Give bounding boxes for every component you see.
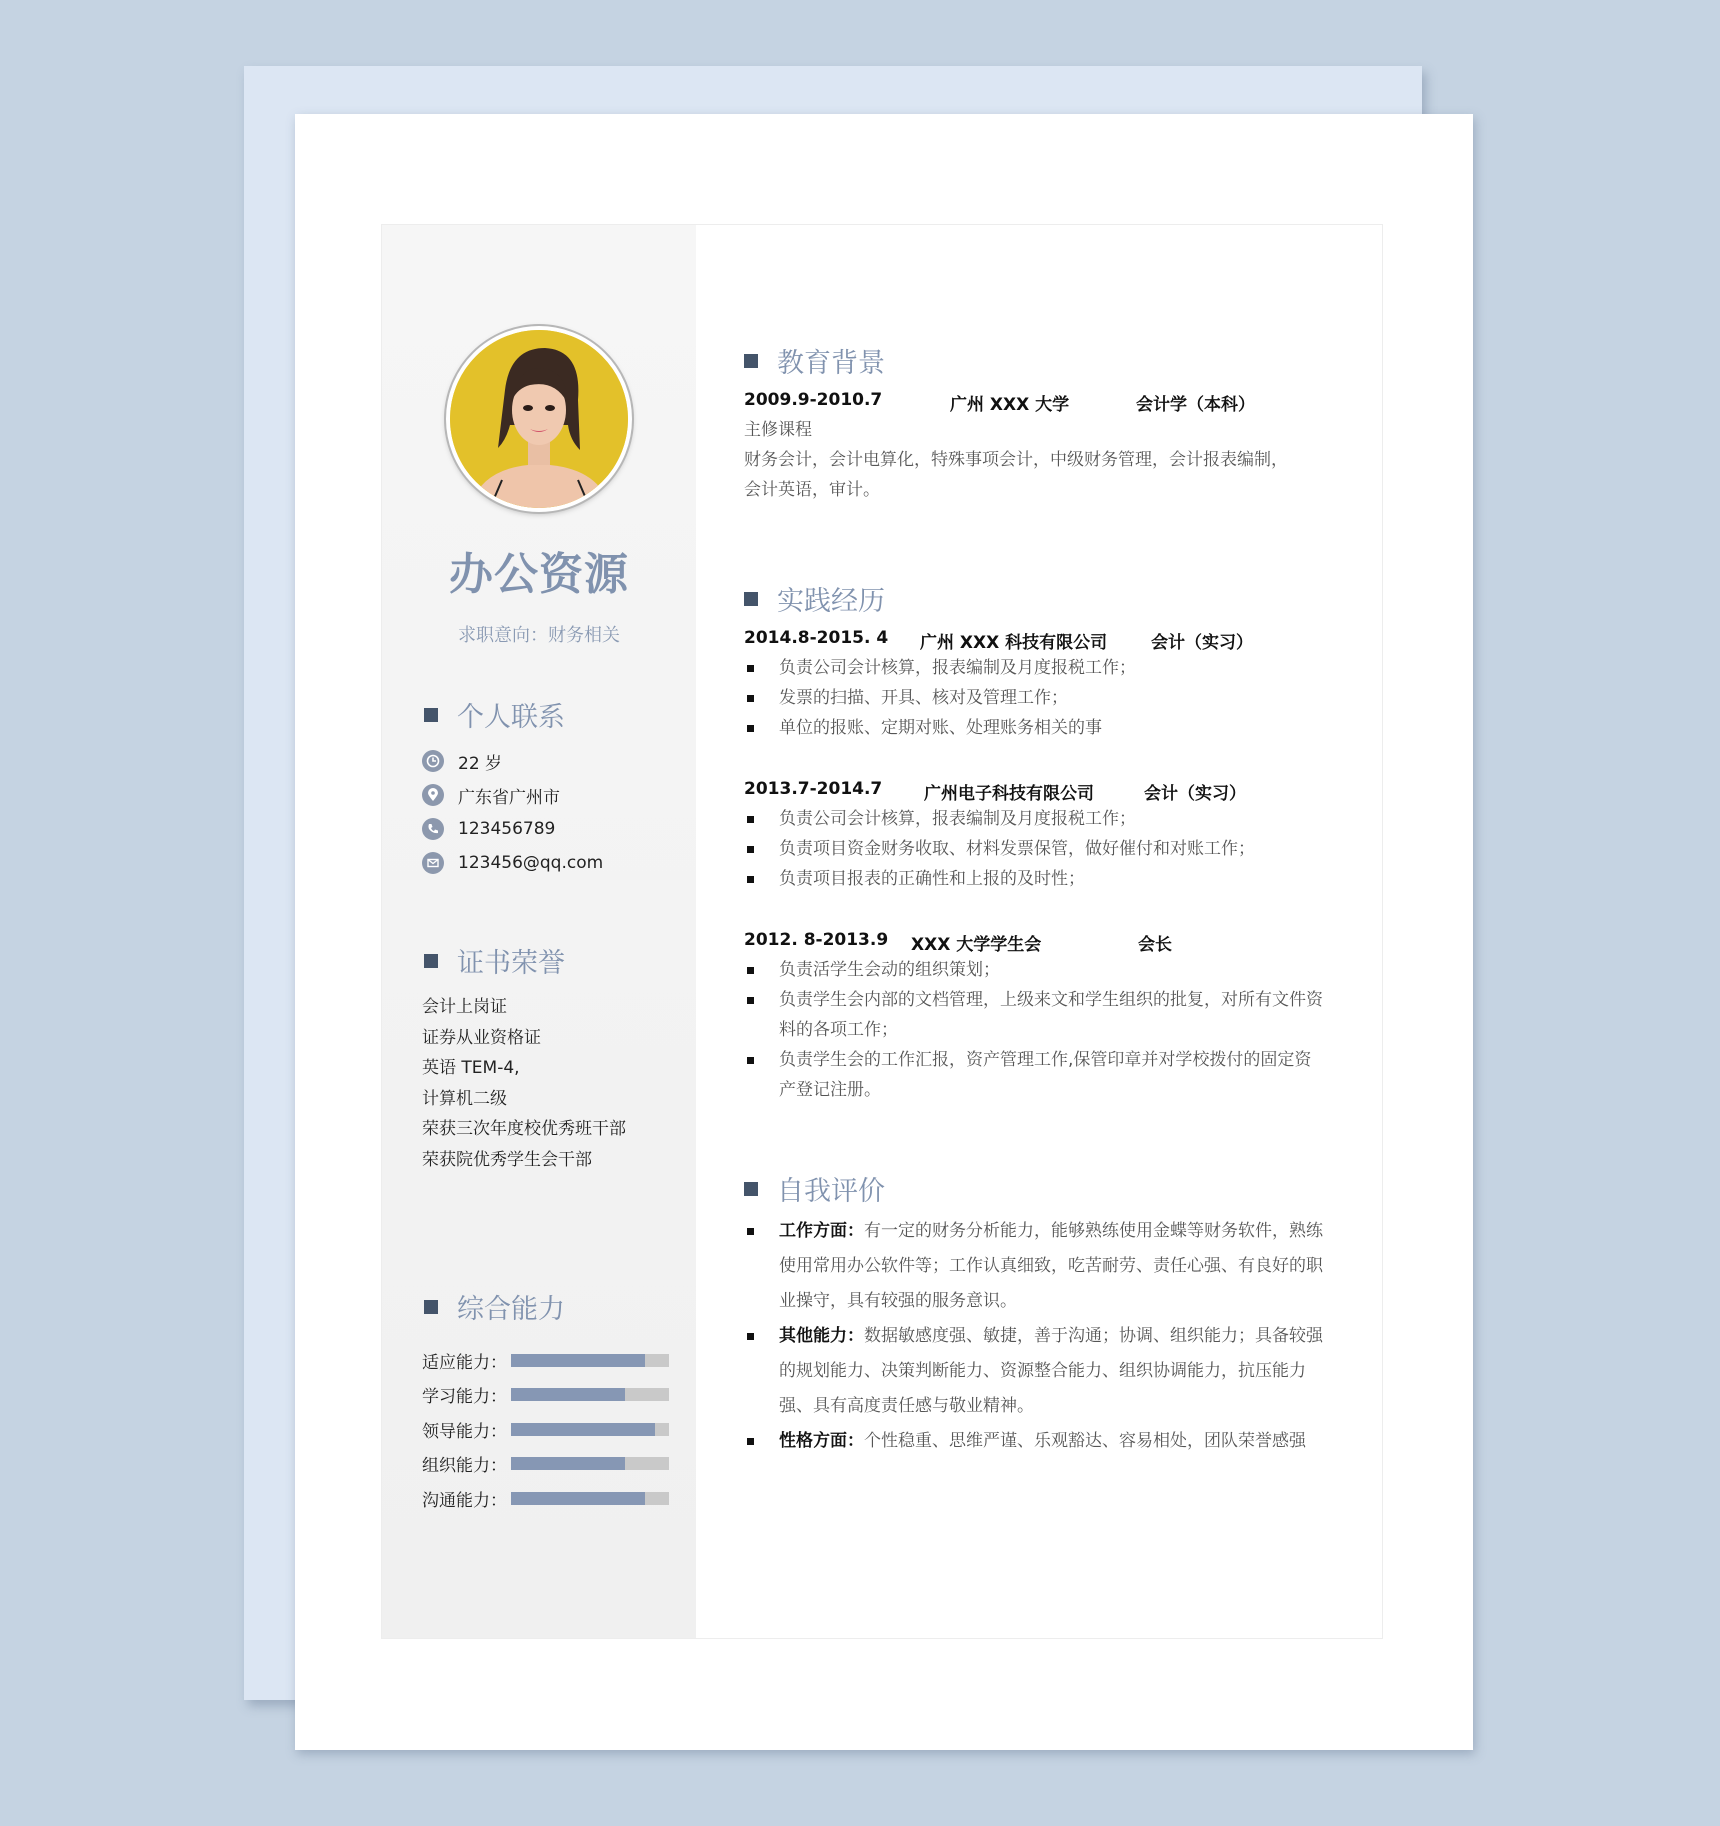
clock-icon bbox=[422, 750, 444, 772]
contact-email-text: 123456@qq.com bbox=[458, 853, 604, 873]
cert-item: 荣获院优秀学生会干部 bbox=[422, 1149, 592, 1170]
skills-section-header bbox=[424, 1287, 565, 1326]
skill-label: 适应能力： bbox=[422, 1352, 507, 1373]
experience-period: 2012. 8-2013.9 bbox=[744, 930, 889, 950]
square-bullet-icon bbox=[424, 708, 438, 722]
education-section-title: 教育背景 bbox=[777, 348, 885, 379]
skill-row bbox=[422, 1378, 669, 1413]
duty-item: 负责活学生会动的组织策划； bbox=[744, 955, 1324, 985]
experience-section-header bbox=[744, 579, 885, 618]
skills-list bbox=[422, 1343, 669, 1516]
contact-age bbox=[422, 744, 603, 778]
self-eval-text: 数据敏感度强、敏捷，善于沟通；协调、组织能力；具备较强的规划能力、决策判断能力、资源整合能力、组织协调能力，抗压能力强、具有高度责任感与敬业精神。 bbox=[779, 1326, 1323, 1416]
self-eval-list bbox=[744, 1214, 1324, 1459]
certs-section-title: 证书荣誉 bbox=[457, 948, 565, 979]
cert-item: 会计上岗证 bbox=[422, 997, 507, 1017]
duty-item: 负责项目报表的正确性和上报的及时性； bbox=[744, 864, 1255, 894]
self-eval-text: 个性稳重、思维严谨、乐观豁达、容易相处，团队荣誉感强 bbox=[864, 1431, 1306, 1451]
self-eval-text: 有一定的财务分析能力，能够熟练使用金蝶等财务软件，熟练使用常用办公软件等；工作认真细致，吃苦耐劳、责任心强、有良好的职业操守，具有较强的服务意识。 bbox=[779, 1221, 1323, 1311]
experience-period: 2014.8-2015. 4 bbox=[744, 628, 889, 648]
skill-row bbox=[422, 1447, 669, 1482]
contact-section-title: 个人联系 bbox=[457, 702, 565, 733]
self-eval-item bbox=[744, 1424, 1324, 1459]
cert-item: 荣获三次年度校优秀班干部 bbox=[422, 1119, 626, 1139]
cert-list bbox=[422, 992, 626, 1175]
square-bullet-icon bbox=[744, 592, 758, 606]
self-eval-item bbox=[744, 1319, 1324, 1424]
sidebar bbox=[382, 225, 696, 1638]
courses-block bbox=[744, 415, 1288, 505]
job-intent: 求职意向：财务相关 bbox=[458, 625, 620, 646]
cert-item: 英语 TEM-4, bbox=[422, 1058, 520, 1078]
contact-list bbox=[422, 744, 603, 880]
skill-label: 沟通能力： bbox=[422, 1490, 507, 1511]
experience-duties bbox=[744, 653, 1136, 743]
contact-age-text: 22 岁 bbox=[458, 753, 503, 774]
avatar-photo bbox=[446, 326, 632, 512]
duty-item: 负责公司会计核算，报表编制及月度报税工作； bbox=[744, 653, 1136, 683]
cert-item: 计算机二级 bbox=[422, 1088, 507, 1109]
courses-line: 财务会计，会计电算化，特殊事项会计，中级财务管理，会计报表编制， bbox=[744, 450, 1288, 470]
resume-document bbox=[381, 224, 1383, 1639]
duty-item: 单位的报账、定期对账、处理账务相关的事 bbox=[744, 713, 1136, 743]
contact-location-text: 广东省广州市 bbox=[458, 787, 560, 808]
self-eval-label: 工作方面： bbox=[779, 1221, 864, 1241]
skill-fill bbox=[511, 1423, 655, 1436]
courses-title: 主修课程 bbox=[744, 420, 812, 440]
self-eval-item bbox=[744, 1214, 1324, 1319]
skill-bar bbox=[511, 1423, 669, 1436]
self-eval-label: 性格方面： bbox=[779, 1431, 864, 1451]
self-eval-section-title: 自我评价 bbox=[777, 1176, 885, 1207]
skill-fill bbox=[511, 1388, 625, 1401]
skill-label: 领导能力： bbox=[422, 1421, 507, 1442]
skill-label: 学习能力： bbox=[422, 1387, 507, 1408]
skill-bar bbox=[511, 1388, 669, 1401]
contact-location bbox=[422, 778, 603, 812]
experience-org: XXX 大学学生会 bbox=[911, 935, 1042, 955]
skill-bar bbox=[511, 1354, 669, 1367]
self-eval-label: 其他能力： bbox=[779, 1326, 864, 1346]
experience-role: 会计（实习） bbox=[1151, 633, 1253, 653]
contact-section-header bbox=[424, 695, 565, 734]
skill-bar bbox=[511, 1492, 669, 1505]
square-bullet-icon bbox=[424, 954, 438, 968]
experience-role: 会长 bbox=[1138, 935, 1172, 955]
square-bullet-icon bbox=[744, 354, 758, 368]
education-section-header bbox=[744, 341, 885, 380]
experience-role: 会计（实习） bbox=[1144, 784, 1246, 804]
location-pin-icon bbox=[422, 784, 444, 806]
education-school: 广州 XXX 大学 bbox=[950, 395, 1070, 415]
skills-section-title: 综合能力 bbox=[457, 1294, 565, 1325]
skill-label: 组织能力： bbox=[422, 1456, 507, 1477]
mail-icon bbox=[422, 852, 444, 874]
experience-period: 2013.7-2014.7 bbox=[744, 779, 883, 799]
duty-item: 负责公司会计核算，报表编制及月度报税工作； bbox=[744, 804, 1255, 834]
contact-email bbox=[422, 846, 603, 880]
duty-item: 负责项目资金财务收取、材料发票保管，做好催付和对账工作； bbox=[744, 834, 1255, 864]
duty-item: 发票的扫描、开具、核对及管理工作； bbox=[744, 683, 1136, 713]
experience-org: 广州 XXX 科技有限公司 bbox=[920, 633, 1108, 653]
skill-row bbox=[422, 1481, 669, 1516]
cert-item: 证券从业资格证 bbox=[422, 1027, 541, 1048]
contact-phone bbox=[422, 812, 603, 846]
contact-phone-text: 123456789 bbox=[458, 819, 556, 839]
experience-duties bbox=[744, 804, 1255, 894]
skill-fill bbox=[511, 1457, 625, 1470]
experience-duties bbox=[744, 955, 1324, 1105]
candidate-name: 办公资源 bbox=[449, 549, 629, 600]
skill-row bbox=[422, 1412, 669, 1447]
certs-section-header bbox=[424, 941, 565, 980]
skill-bar bbox=[511, 1457, 669, 1470]
skill-row bbox=[422, 1343, 669, 1378]
experience-org: 广州电子科技有限公司 bbox=[924, 784, 1094, 804]
duty-item: 负责学生会的工作汇报，资产管理工作,保管印章并对学校拨付的固定资产登记注册。 bbox=[744, 1045, 1324, 1105]
education-period: 2009.9-2010.7 bbox=[744, 390, 883, 410]
education-major: 会计学（本科） bbox=[1136, 395, 1255, 415]
skill-fill bbox=[511, 1354, 645, 1367]
experience-section-title: 实践经历 bbox=[777, 586, 885, 617]
duty-item: 负责学生会内部的文档管理，上级来文和学生组织的批复，对所有文件资料的各项工作； bbox=[744, 985, 1324, 1045]
courses-line: 会计英语，审计。 bbox=[744, 480, 880, 500]
skill-fill bbox=[511, 1492, 645, 1505]
self-eval-section-header bbox=[744, 1169, 885, 1208]
square-bullet-icon bbox=[744, 1182, 758, 1196]
square-bullet-icon bbox=[424, 1300, 438, 1314]
main-column bbox=[744, 225, 1344, 1638]
phone-icon bbox=[422, 818, 444, 840]
